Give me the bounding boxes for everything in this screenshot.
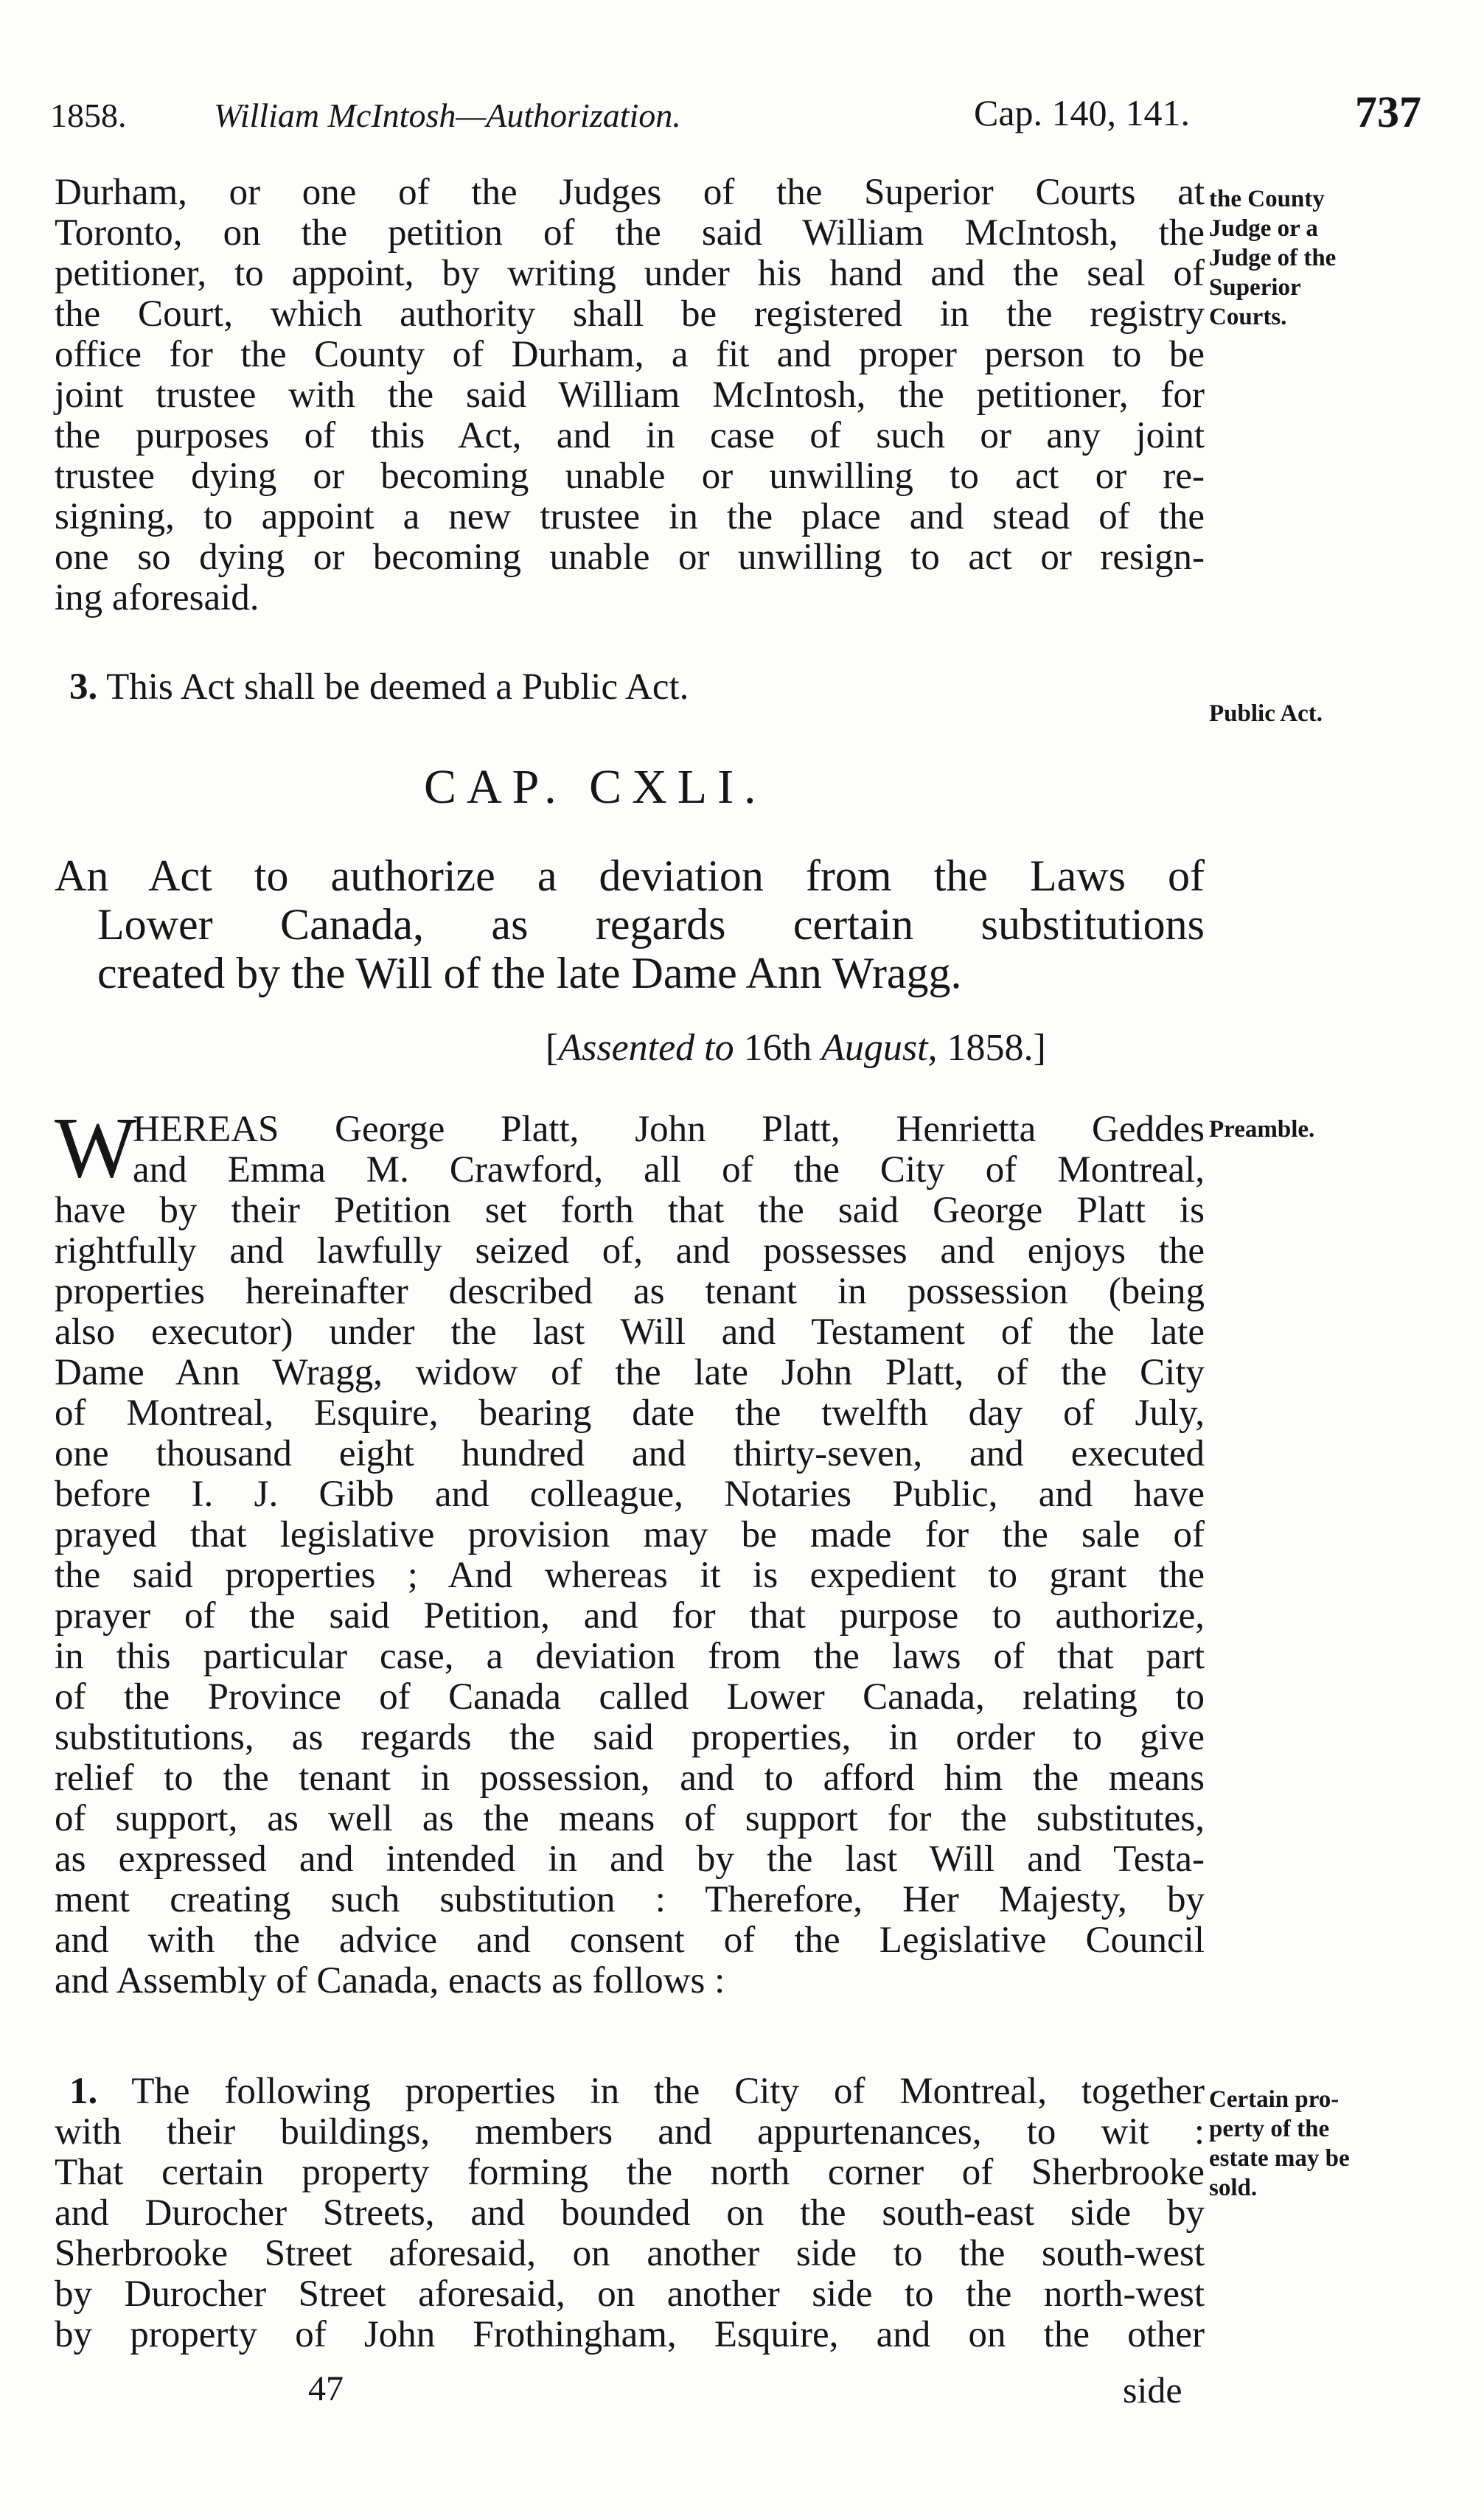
- running-header: [50, 83, 1421, 136]
- text-line: the Court, which authority shall be registered in the registry: [55, 293, 1205, 335]
- text-line: ment creating such substitution : Therefore, Her Majesty, by: [55, 1879, 1205, 1920]
- act-title-line: An Act to authorize a deviation from the Laws of: [55, 851, 1205, 900]
- assent-year: 1858.: [947, 1027, 1034, 1069]
- section-2-text: [55, 173, 1205, 618]
- text-line: Dame Ann Wragg, widow of the late John Platt, of the City: [55, 1352, 1205, 1393]
- text-line: also executor) under the last Will and Testament of the late: [55, 1311, 1205, 1353]
- text-line: as expressed and intended in and by the last Will and Testa-: [55, 1839, 1205, 1880]
- header-chapter: Cap. 140, 141.: [974, 92, 1191, 133]
- section-number: 1.: [69, 2071, 98, 2112]
- header-title: William McIntosh—Authorization.: [214, 97, 681, 134]
- signature-mark: 47: [308, 2369, 344, 2408]
- margin-note-line: Certain pro-: [1209, 2086, 1340, 2113]
- catchword: side: [1123, 2369, 1182, 2411]
- act-title: [55, 851, 1205, 997]
- text-line: HEREAS George Platt, John Platt, Henrietta Geddes: [133, 1109, 1205, 1150]
- text-line: of support, as well as the means of support for the substitutes,: [55, 1798, 1205, 1839]
- text-line: prayer of the said Petition, and for that purpose to authorize,: [55, 1595, 1205, 1637]
- assent-label: Assented to: [558, 1027, 734, 1069]
- section-3-line: [55, 667, 1205, 708]
- chapter-heading: CAP. CXLI.: [424, 760, 767, 814]
- section-3: [55, 667, 1205, 708]
- margin-note-line: perty of the: [1209, 2116, 1330, 2142]
- assent-date: [Assented to 16th August, 1858.]: [546, 1027, 1046, 1069]
- text-line: one so dying or becoming unable or unwilling to act or resign-: [55, 537, 1205, 578]
- header-year: 1858.: [50, 97, 127, 134]
- text-line: substitutions, as regards the said properties, in order to give: [55, 1717, 1205, 1758]
- page-number: 737: [1355, 88, 1421, 136]
- margin-note-line: estate may be: [1209, 2145, 1350, 2172]
- text-line: one thousand eight hundred and thirty-seven, and executed: [55, 1433, 1205, 1474]
- text-line: by property of John Frothingham, Esquire, and on the other: [55, 2314, 1205, 2355]
- text-line: rightfully and lawfully seized of, and possesses and enjoys the: [55, 1230, 1205, 1272]
- preamble-text: [55, 1109, 1205, 2001]
- text-line: prayed that legislative provision may be made for the sale of: [55, 1514, 1205, 1555]
- margin-note-preamble: Preamble.: [1209, 1116, 1315, 1143]
- text-line: and Assembly of Canada, enacts as follows :: [55, 1960, 725, 2001]
- text-line: and Emma M. Crawford, all of the City of Montreal,: [133, 1149, 1205, 1191]
- text-line: joint trustee with the said William McIntosh, the petitioner, for: [55, 374, 1205, 416]
- text-line: and Durocher Streets, and bounded on the south-east side by: [55, 2192, 1205, 2234]
- text-line: trustee dying or becoming unable or unwilling to act or re-: [55, 456, 1205, 497]
- section-1-text: [55, 2071, 1205, 2355]
- text-line: the said properties ; And whereas it is expedient to grant the: [55, 1555, 1205, 1596]
- margin-note-line: Judge or a: [1209, 215, 1318, 242]
- text-line: office for the County of Durham, a fit and proper person to be: [55, 334, 1205, 375]
- margin-note-county-judge: [1209, 184, 1452, 332]
- text-line: signing, to appoint a new trustee in the place and stead of the: [55, 496, 1205, 537]
- section-1-first-line: The following properties in the City of Montreal, together: [131, 2071, 1205, 2112]
- text-line: by Durocher Street aforesaid, on another side to the north-west: [55, 2273, 1205, 2315]
- section-3-text: This Act shall be deemed a Public Act.: [106, 666, 689, 708]
- text-line: petitioner, to appoint, by writing under his hand and the seal of: [55, 253, 1205, 294]
- text-line: Toronto, on the petition of the said William McIntosh, the: [55, 212, 1205, 254]
- text-line: of the Province of Canada called Lower Canada, relating to: [55, 1676, 1205, 1718]
- text-line: the purposes of this Act, and in case of such or any joint: [55, 415, 1205, 456]
- margin-note-public-act: Public Act.: [1209, 700, 1323, 727]
- margin-note-line: the County: [1209, 186, 1325, 212]
- text-line: relief to the tenant in possession, and to afford him the means: [55, 1757, 1205, 1799]
- drop-cap: W: [55, 1099, 137, 1196]
- text-line: and with the advice and consent of the Legislative Council: [55, 1920, 1205, 1961]
- act-title-line: created by the Will of the late Dame Ann Wragg.: [97, 949, 962, 997]
- text-line: Sherbrooke Street aforesaid, on another side to the south-west: [55, 2233, 1205, 2274]
- margin-note-line: Superior: [1209, 274, 1301, 301]
- margin-note-line: Judge of the: [1209, 245, 1337, 271]
- text-line: before I. J. Gibb and colleague, Notaries Public, and have: [55, 1474, 1205, 1515]
- text-line: That certain property forming the north corner of Sherbrooke: [55, 2152, 1205, 2193]
- text-line: ing aforesaid.: [55, 577, 259, 618]
- text-line: have by their Petition set forth that the said George Platt is: [55, 1190, 1205, 1231]
- margin-note-line: sold.: [1209, 2175, 1258, 2201]
- text-line: properties hereinafter described as tenant in possession (being: [55, 1271, 1205, 1312]
- margin-note-line: Courts.: [1209, 304, 1287, 330]
- section-number: 3.: [69, 666, 98, 708]
- text-line: Durham, or one of the Judges of the Superior Courts at: [55, 172, 1205, 213]
- act-title-line: Lower Canada, as regards certain substitutions: [97, 900, 1205, 949]
- margin-note-property-sold: [1209, 2085, 1452, 2203]
- text-line: with their buildings, members and appurtenances, to wit :: [55, 2111, 1205, 2153]
- assent-month: August,: [821, 1027, 938, 1069]
- text-line: in this particular case, a deviation from the laws of that part: [55, 1636, 1205, 1677]
- assent-day: 16th: [743, 1027, 812, 1069]
- text-line: [55, 2071, 1205, 2112]
- text-line: of Montreal, Esquire, bearing date the twelfth day of July,: [55, 1393, 1205, 1434]
